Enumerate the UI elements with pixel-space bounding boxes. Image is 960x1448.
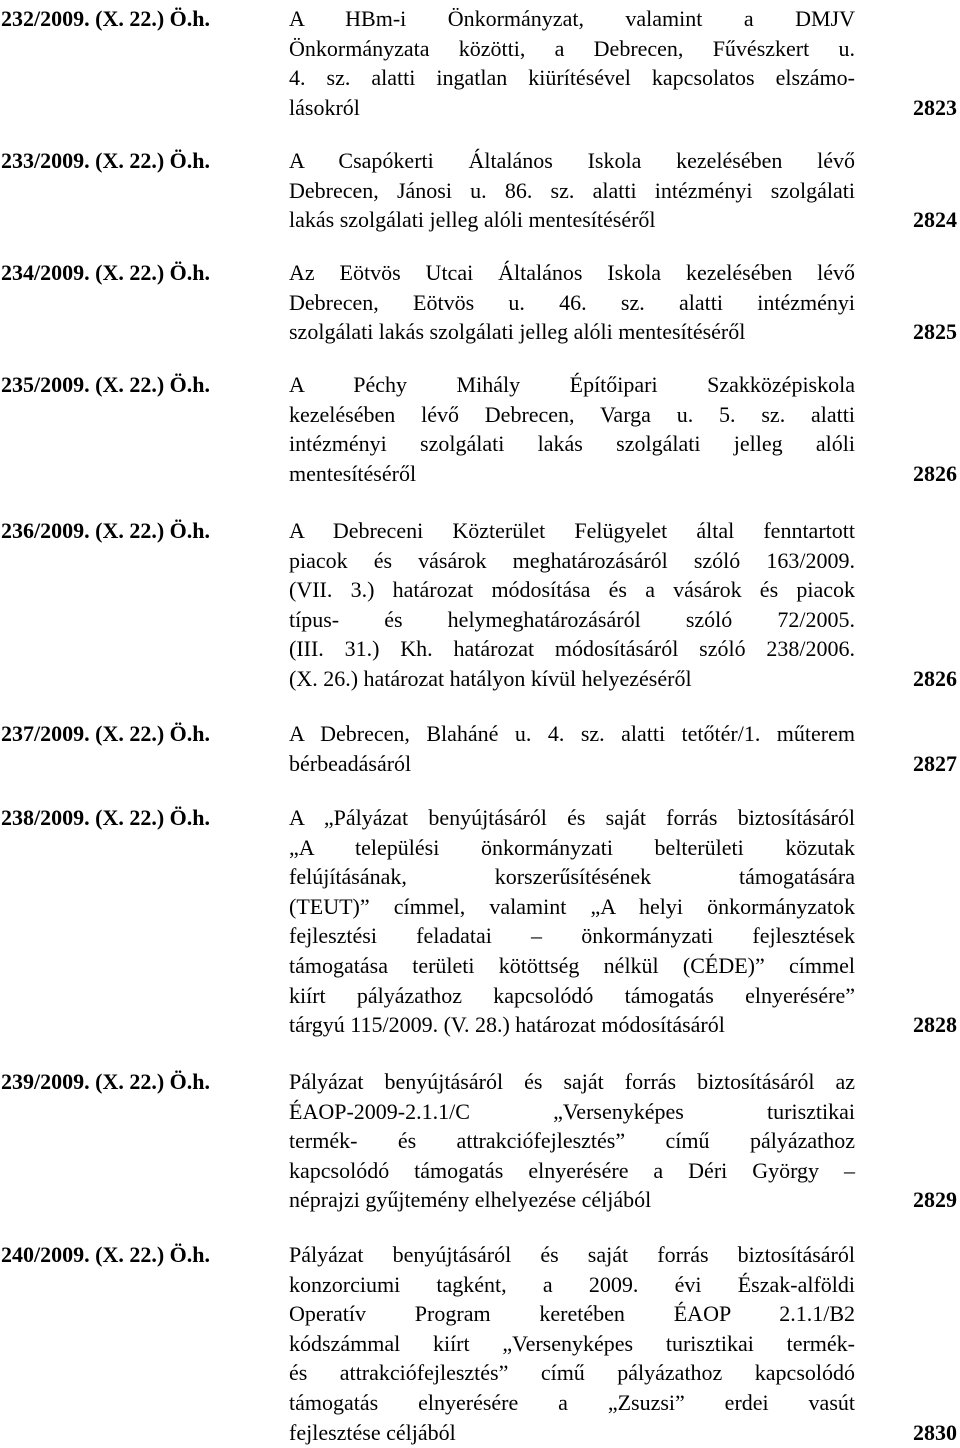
- resolution-number: 240/2009. (X. 22.) Ö.h.: [1, 1242, 210, 1267]
- resolution-number: 238/2009. (X. 22.) Ö.h.: [1, 805, 210, 830]
- title-line: bérbeadásáról: [289, 750, 412, 776]
- page-number: 2823: [913, 94, 957, 120]
- title-line: Önkormányzata közötti, a Debrecen, Fűvészkert u.: [289, 35, 855, 61]
- title-line: kódszámmal kiírt „Versenyképes turisztikai termék-: [289, 1330, 855, 1356]
- title-line: mentesítéséről: [289, 460, 417, 486]
- title-line: lakás szolgálati jelleg alóli mentesítéséről: [289, 207, 656, 233]
- title-line: típus- és helymeghatározásáról szóló 72/2005.: [289, 606, 855, 632]
- title-line: piacok és vásárok meghatározásáról szóló 163/2009.: [289, 547, 855, 573]
- title-line: támogatás elnyerésére a „Zsuzsi” erdei vasút: [289, 1389, 855, 1415]
- title-line: Pályázat benyújtásáról és saját forrás biztosításáról: [289, 1242, 855, 1267]
- title-line: 4. sz. alatti ingatlan kiürítésével kapcsolatos elszámo-: [289, 65, 855, 91]
- title-line: A HBm-i Önkormányzat, valamint a DMJV: [289, 6, 855, 31]
- page-number: 2826: [913, 460, 957, 486]
- title-line: néprajzi gyűjtemény elhelyezése céljából: [289, 1187, 652, 1213]
- title-line: Az Eötvös Utcai Általános Iskola kezelésében lévő: [289, 260, 855, 285]
- title-line: Debrecen, Jánosi u. 86. sz. alatti intézményi szolgálati: [289, 177, 855, 203]
- title-line: konzorciumi tagként, a 2009. évi Észak-alföldi: [289, 1271, 855, 1297]
- title-line: fejlesztési feladatai – önkormányzati fejlesztések: [289, 923, 855, 949]
- resolution-title: [289, 803, 855, 1040]
- title-line: támogatása területi kötöttség nélkül (CÉDE)” címmel: [289, 952, 855, 978]
- resolution-title: [289, 516, 855, 694]
- title-line: intézményi szolgálati lakás szolgálati jelleg alóli: [289, 431, 855, 457]
- page-number: 2824: [913, 207, 957, 233]
- title-line: A Debrecen, Blaháné u. 4. sz. alatti tetőtér/1. műterem: [289, 721, 855, 746]
- resolution-title: [289, 258, 855, 347]
- title-line: Debrecen, Eötvös u. 46. sz. alatti intézményi: [289, 289, 855, 315]
- title-line: fejlesztése céljából: [289, 1419, 456, 1445]
- title-line: A „Pályázat benyújtásáról és saját forrás biztosításáról: [289, 805, 855, 830]
- title-line: (TEUT)” címmel, valamint „A helyi önkormányzatok: [289, 893, 855, 919]
- page-number: 2828: [913, 1012, 957, 1038]
- title-line: (VII. 3.) határozat módosítása és a vásárok és piacok: [289, 577, 855, 603]
- title-line: Pályázat benyújtásáról és saját forrás biztosításáról az: [289, 1069, 855, 1094]
- resolution-title: [289, 4, 855, 122]
- resolution-title: [289, 1240, 855, 1447]
- title-line: termék- és attrakciófejlesztés” című pályázathoz: [289, 1128, 855, 1154]
- page-number: 2827: [913, 750, 957, 776]
- resolution-title: [289, 719, 855, 778]
- resolution-number: 234/2009. (X. 22.) Ö.h.: [1, 260, 210, 285]
- title-line: kezelésében lévő Debrecen, Varga u. 5. sz. alatti: [289, 401, 855, 427]
- title-line: lásokról: [289, 94, 360, 120]
- resolution-title: [289, 146, 855, 235]
- resolution-number: 232/2009. (X. 22.) Ö.h.: [1, 6, 210, 31]
- title-line: Operatív Program keretében ÉAOP 2.1.1/B2: [289, 1301, 855, 1327]
- title-line: és attrakciófejlesztés” című pályázathoz kapcsolódó: [289, 1360, 855, 1386]
- title-line: tárgyú 115/2009. (V. 28.) határozat módosításáról: [289, 1012, 725, 1038]
- title-line: A Péchy Mihály Építőipari Szakközépiskola: [289, 372, 855, 397]
- title-line: A Debreceni Közterület Felügyelet által fenntartott: [289, 518, 855, 543]
- page-number: 2825: [913, 319, 957, 345]
- resolution-title: [289, 370, 855, 488]
- resolution-number: 235/2009. (X. 22.) Ö.h.: [1, 372, 210, 397]
- title-line: (III. 31.) Kh. határozat módosításáról szóló 238/2006.: [289, 636, 855, 662]
- page-number: 2830: [913, 1419, 957, 1445]
- title-line: felújításának, korszerűsítésének támogatására: [289, 864, 855, 890]
- title-line: (X. 26.) határozat hatályon kívül helyezéséről: [289, 665, 692, 691]
- page-number: 2826: [913, 666, 957, 691]
- title-line: kiírt pályázathoz kapcsolódó támogatás elnyerésére”: [289, 982, 855, 1008]
- title-line: ÉAOP-2009-2.1.1/C „Versenyképes turisztikai: [289, 1098, 855, 1124]
- resolution-number: 237/2009. (X. 22.) Ö.h.: [1, 721, 210, 746]
- resolution-number: 233/2009. (X. 22.) Ö.h.: [1, 148, 210, 173]
- title-line: A Csapókerti Általános Iskola kezelésében lévő: [289, 148, 855, 173]
- resolution-number: 236/2009. (X. 22.) Ö.h.: [1, 518, 210, 543]
- title-line: „A települési önkormányzati belterületi közutak: [289, 834, 855, 860]
- title-line: kapcsolódó támogatás elnyerésére a Déri György –: [289, 1157, 855, 1183]
- page-number: 2829: [913, 1187, 957, 1213]
- resolution-title: [289, 1067, 855, 1215]
- resolution-number: 239/2009. (X. 22.) Ö.h.: [1, 1069, 210, 1094]
- title-line: szolgálati lakás szolgálati jelleg alóli mentesítéséről: [289, 319, 746, 345]
